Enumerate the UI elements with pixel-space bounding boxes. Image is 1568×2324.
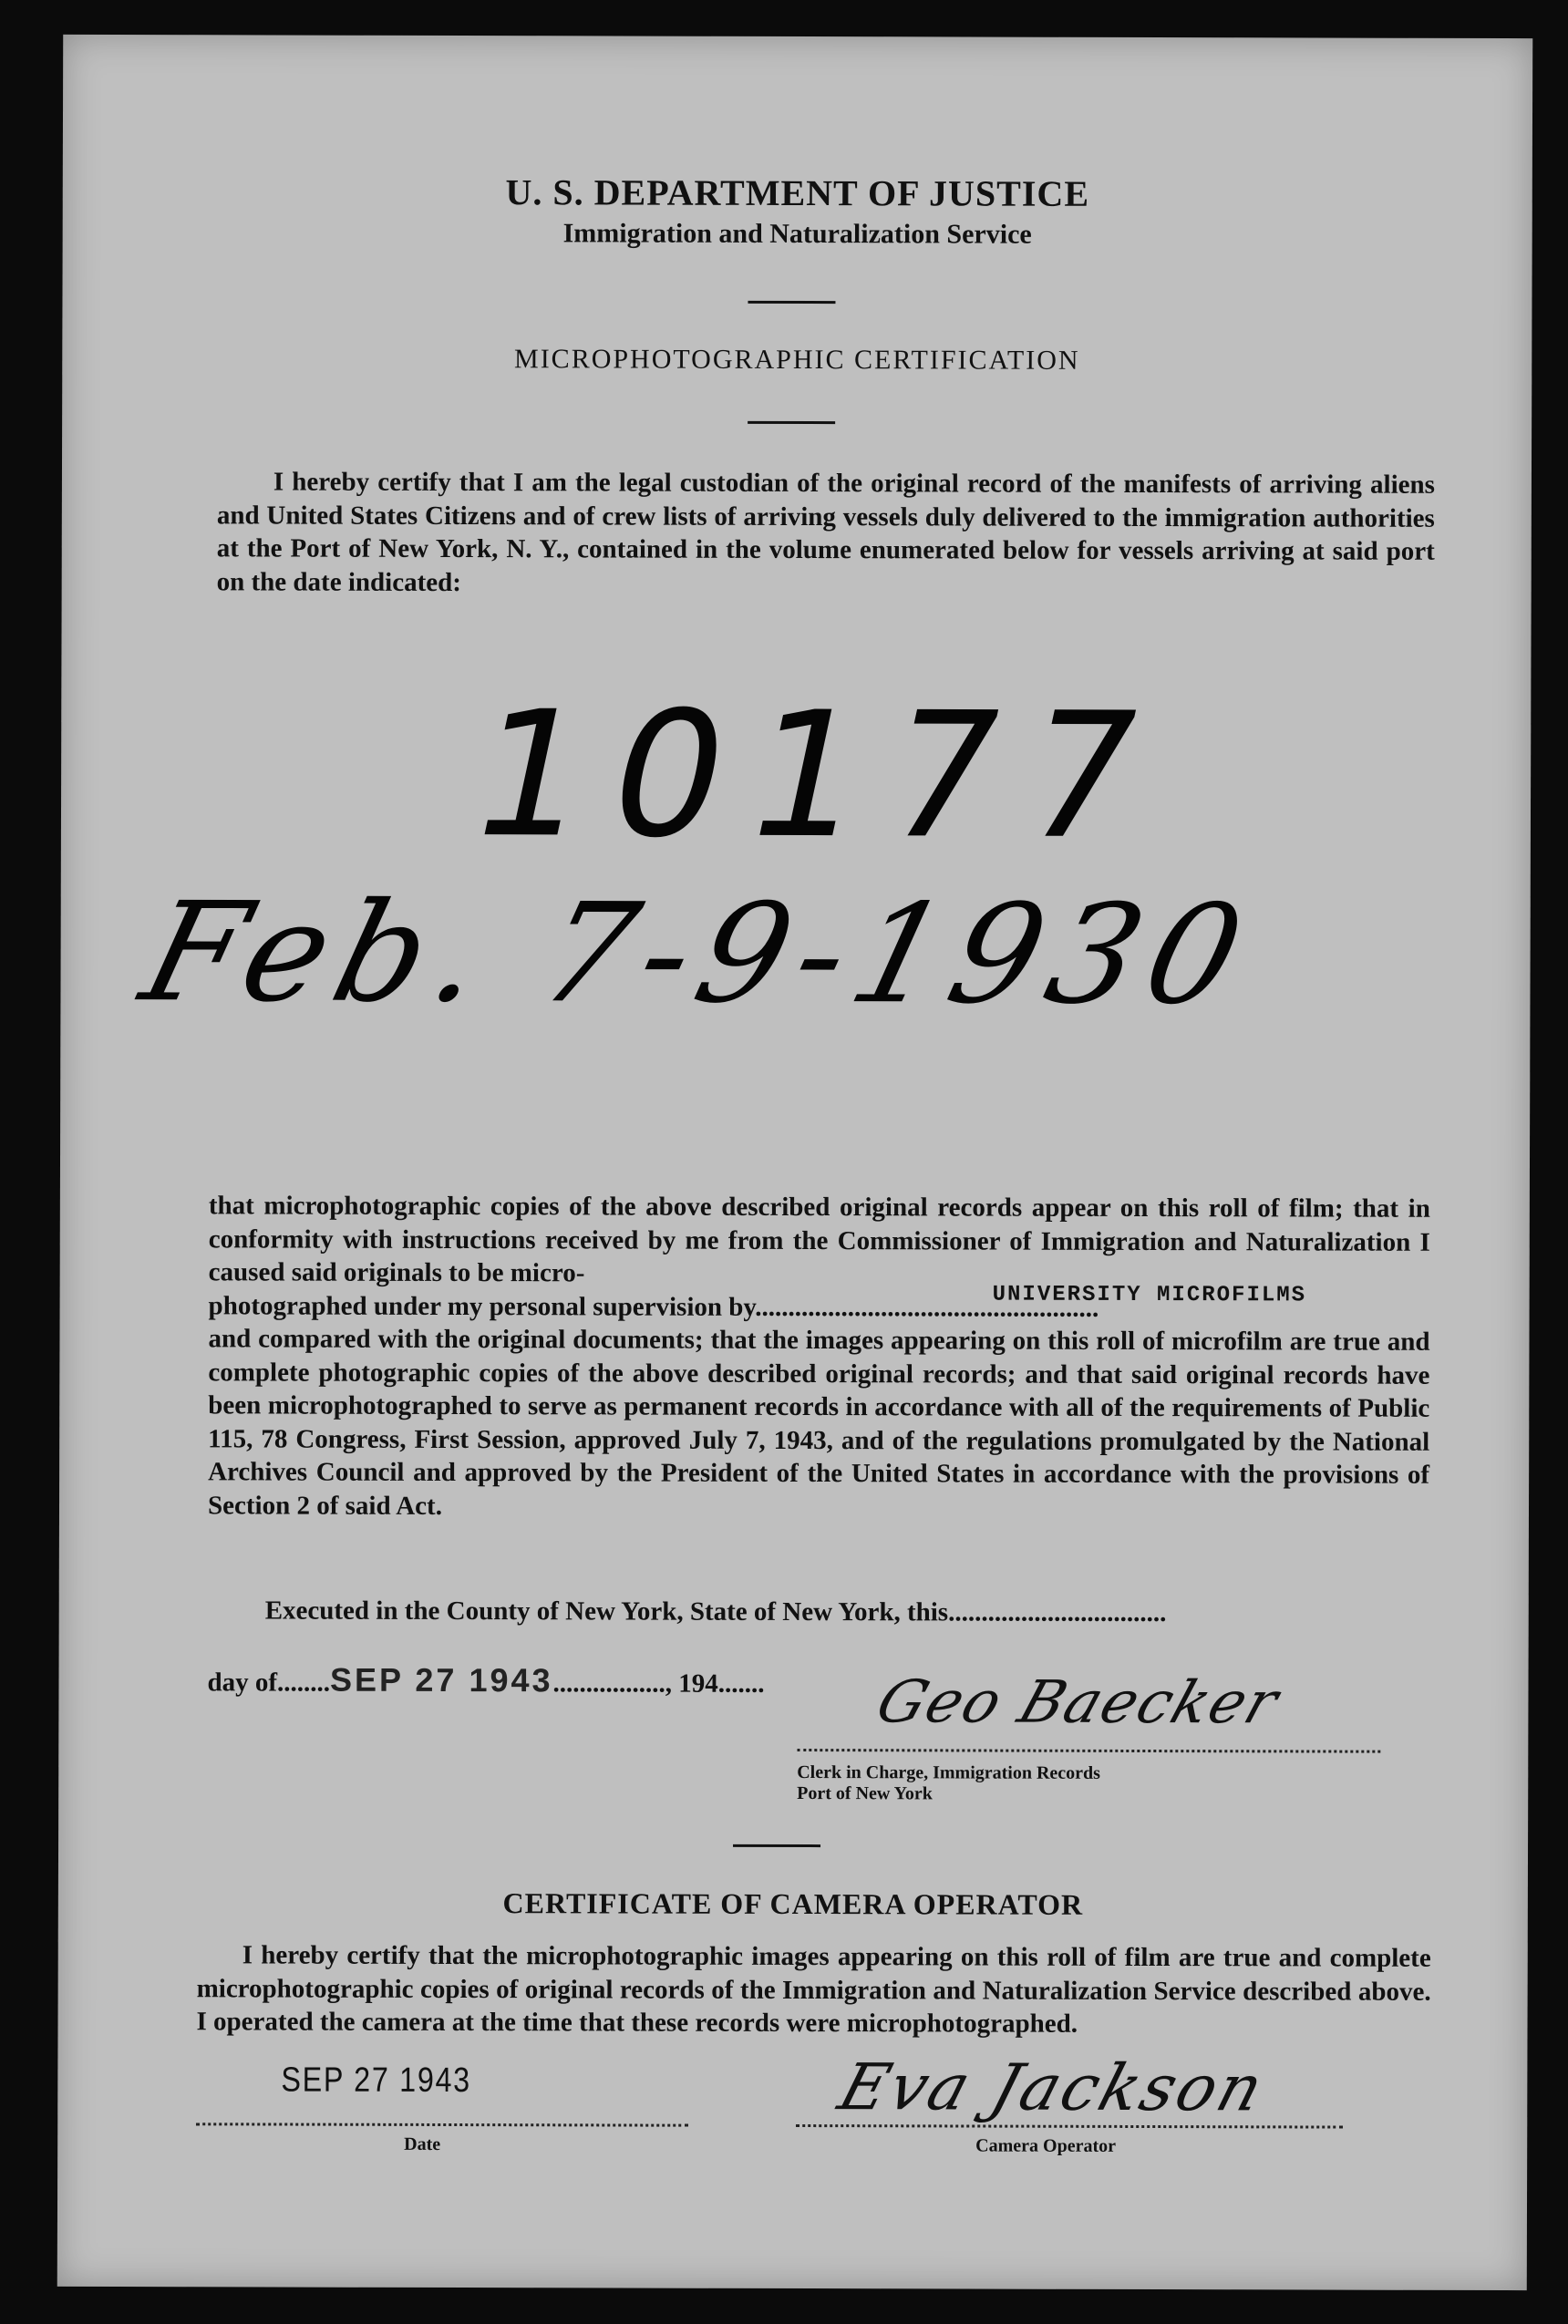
clerk-signature-line [797, 1749, 1380, 1753]
clerk-title: Clerk in Charge, Immigration Records [797, 1762, 1101, 1783]
microfilmer-stamp: UNIVERSITY MICROFILMS [992, 1282, 1307, 1307]
certification-text-part1: that microphotographic copies of the above described original records appear on this roll of film; that in conformity with instructions received by me from the Commissioner of Immigration and Naturalization I caused said originals to be micro- [208, 1191, 1430, 1288]
clerk-signature: Geo Baecker [868, 1668, 1288, 1738]
day-of-prefix: day of........ [207, 1668, 331, 1698]
supervision-line [208, 1282, 1430, 1326]
document-title: MICROPHOTOGRAPHIC CERTIFICATION [513, 344, 1080, 376]
supervision-leader: .................................................... [755, 1292, 1099, 1323]
date-dotted-line [196, 2123, 688, 2126]
divider-rule [733, 1844, 820, 1847]
day-of-line [207, 1660, 764, 1700]
clerk-location: Port of New York [797, 1783, 933, 1804]
department-heading: U. S. DEPARTMENT OF JUSTICE [505, 171, 1090, 214]
operator-dotted-line [796, 2124, 1343, 2129]
camera-operator-signature: Eva Jackson [830, 2050, 1274, 2126]
divider-rule [748, 301, 835, 304]
handwritten-arrival-dates: Feb. 7-9-1930 [128, 873, 1268, 1036]
handwritten-volume-number: 10177 [454, 674, 1186, 877]
camera-operator-label: Camera Operator [975, 2135, 1117, 2156]
certification-text-part2: and compared with the original documents; that the images appearing on this roll of microfilm are true and complete photographic copies of the above described original records; and that said original records have been microphotographed to serve as permanent records in accordance with all of the requirements of Public 115, 78 Congress, First Session, approved July 7, 1943, and of the regulations promulgated by the National Archives Council and approved by the President of the United States in accordance with the provisions of Section 2 of said Act. [207, 1324, 1430, 1521]
service-subheading: Immigration and Naturalization Service [562, 218, 1032, 250]
executed-date-stamp: SEP 27 1943 [330, 1660, 553, 1699]
certification-document [57, 35, 1532, 2290]
day-of-suffix: ................., 194....... [552, 1668, 765, 1699]
camera-date-stamp: SEP 27 1943 [281, 2061, 471, 2101]
supervision-prefix: photographed under my personal supervision by [208, 1290, 756, 1322]
camera-certificate-text: I hereby certify that the microphotographic images appearing on this roll of film are true and complete microphotographic copies of original records of the Immigration and Naturalization Service described above. I operated the camera at the time that these records were microphotographed. [196, 1940, 1431, 2039]
certification-body [208, 1189, 1430, 1525]
divider-rule [748, 421, 835, 424]
custodian-statement: I hereby certify that I am the legal custodian of the original record of the manifests of arriving aliens and United States Citizens and of crew lists of arriving vessels duly delivered to the immigration authorities at the Port of New York, N. Y., contained in the volume enumerated below for vessels arriving at said port on the date indicated: [216, 467, 1435, 597]
date-label: Date [404, 2133, 441, 2154]
executed-line: Executed in the County of New York, State of New York, this................................. [264, 1596, 1167, 1628]
camera-certificate-title: CERTIFICATE OF CAMERA OPERATOR [502, 1886, 1084, 1921]
